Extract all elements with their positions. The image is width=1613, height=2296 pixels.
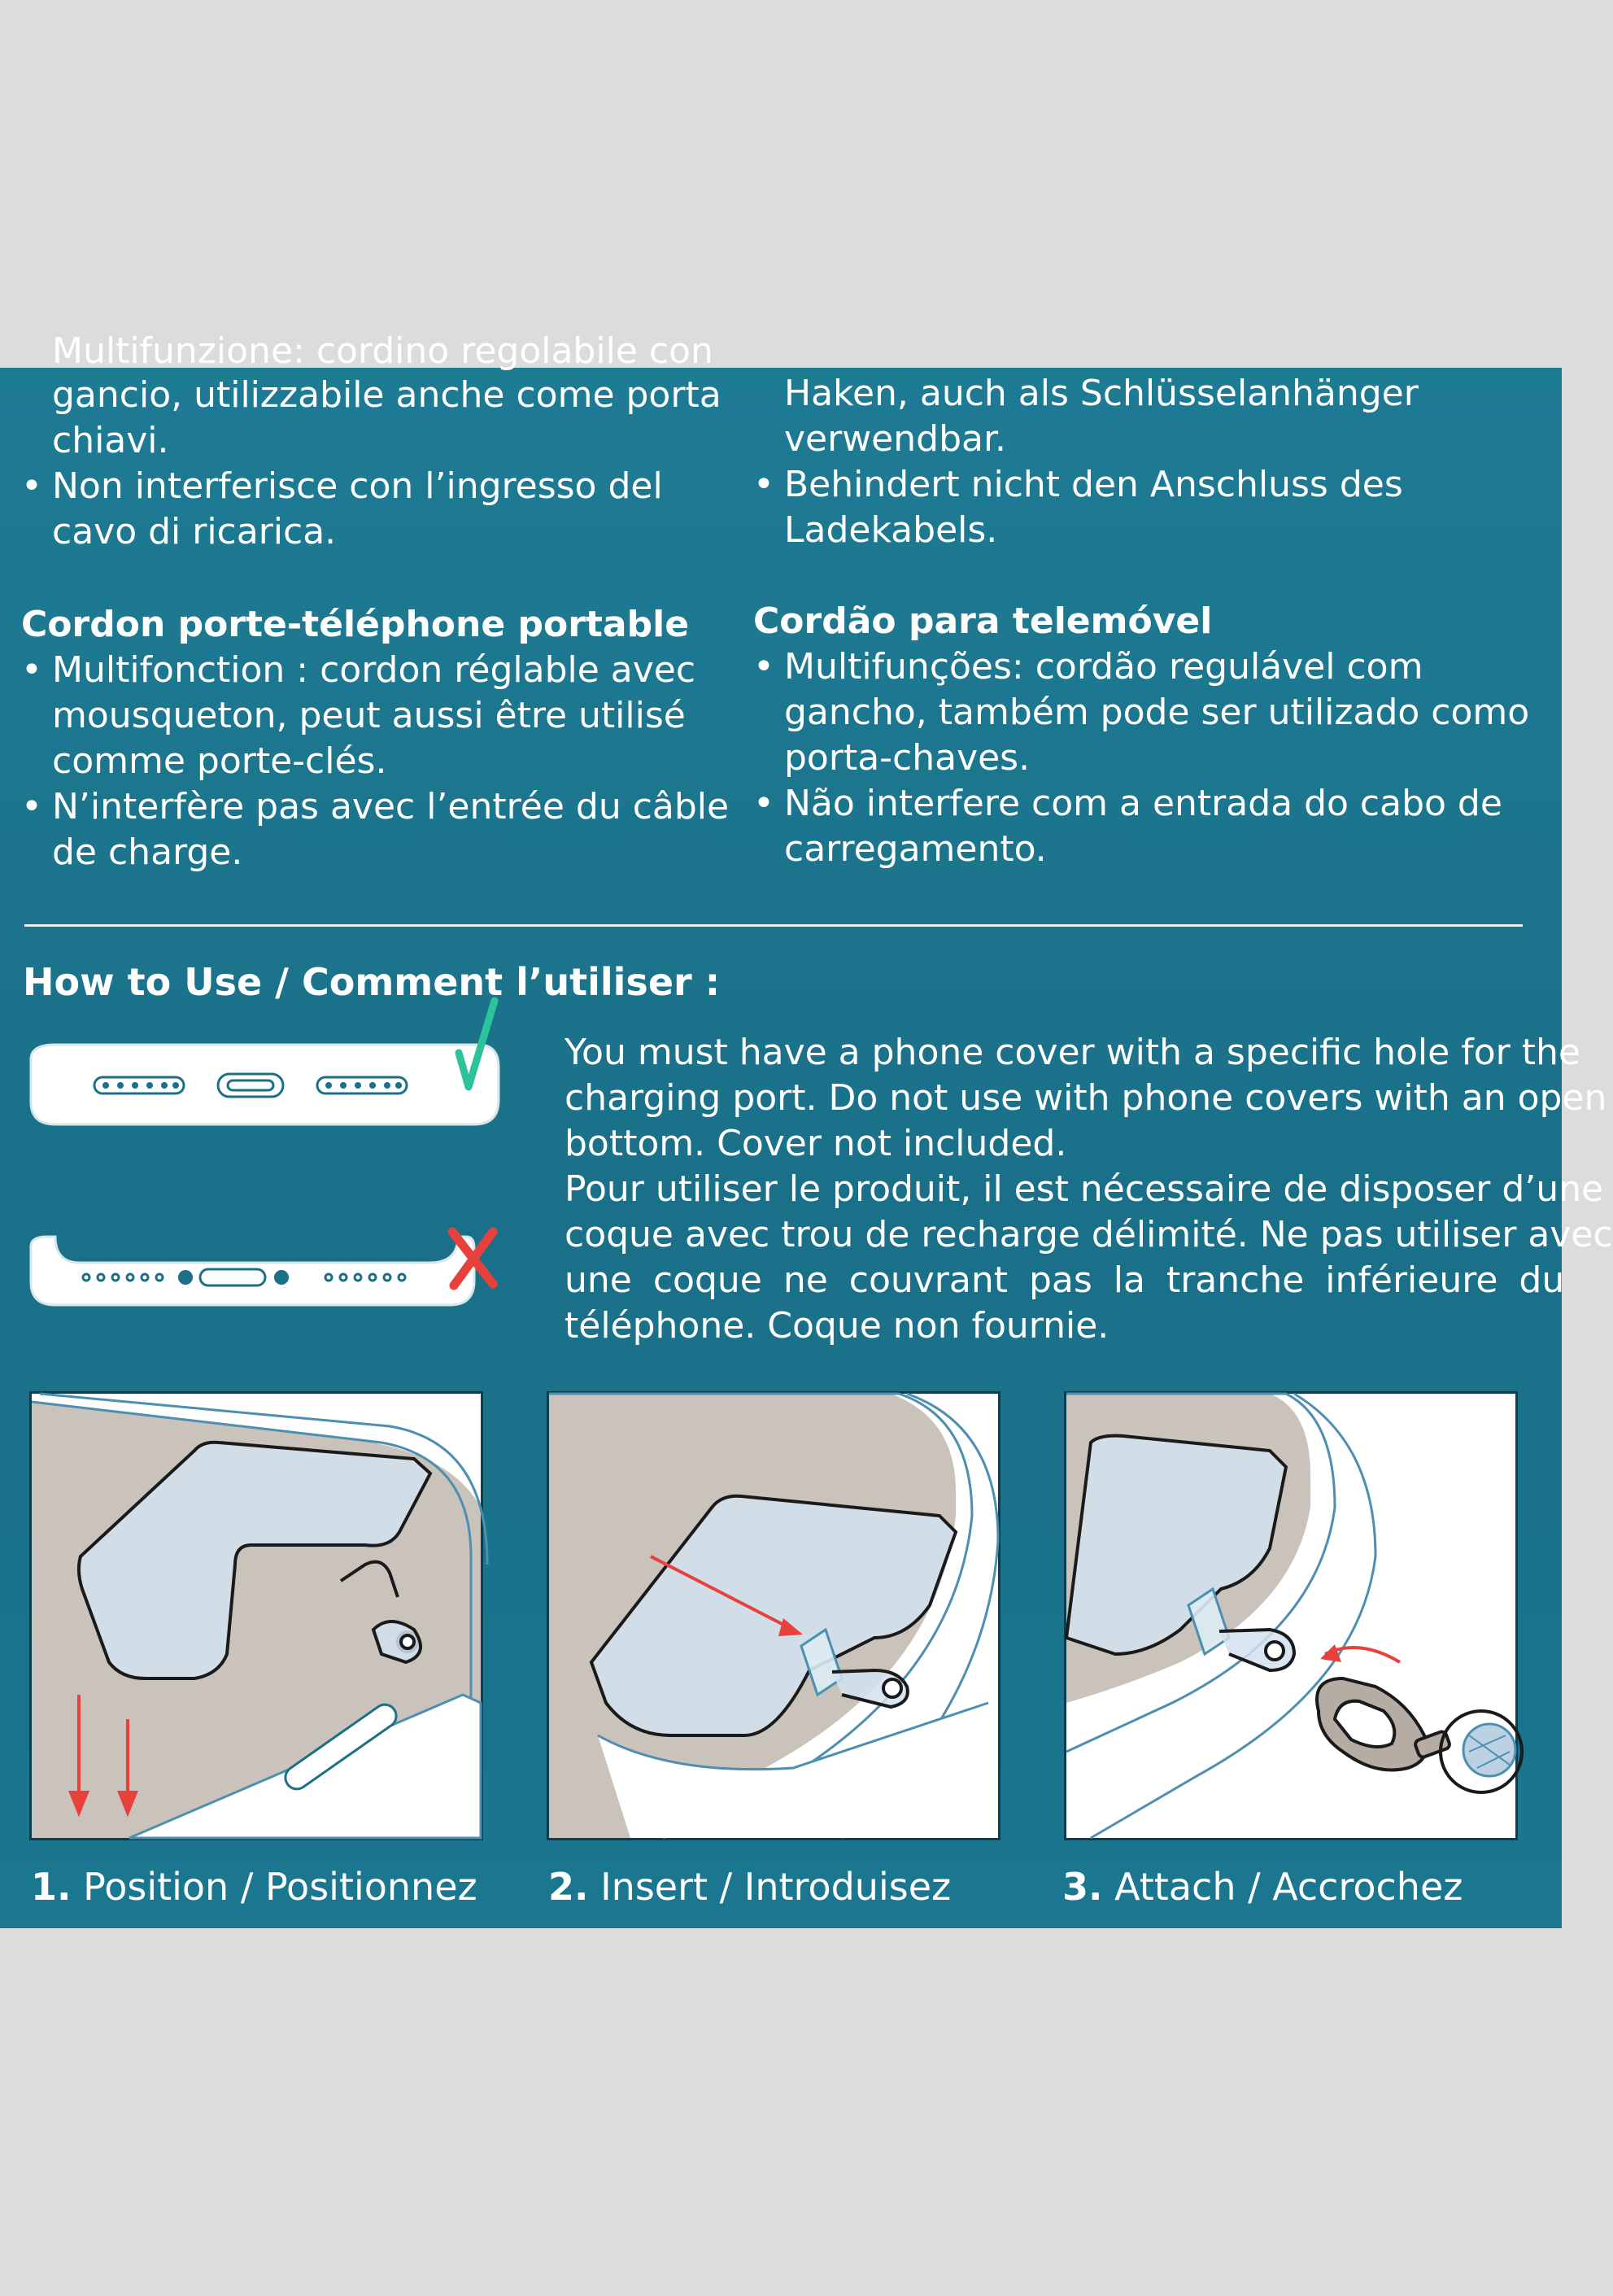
section-divider [24, 924, 1523, 927]
french-bullet-2-line-2: de charge. [52, 832, 243, 873]
french-bullet-1-line-3: comme porte-clés. [52, 740, 387, 782]
instruction-panel [0, 330, 1613, 1928]
french-section [21, 602, 729, 875]
french-bullet-2-line-1: • N’interfère pas avec l’entrée du câble [52, 784, 729, 830]
german-text [784, 371, 1419, 553]
italian-line-2: chiavi. [52, 420, 169, 461]
portuguese-bullet-1-line-2: gancho, também pode ser utilizado como [784, 692, 1530, 733]
german-line-2: verwendbar. [784, 418, 1007, 460]
step-3-number: 3. [1062, 1865, 1103, 1909]
portuguese-bullet-1-line-3: porta-chaves. [784, 737, 1031, 779]
check-icon [452, 996, 501, 1093]
step-1-text: Position / Positionnez [83, 1865, 477, 1909]
step-1-number: 1. [31, 1865, 72, 1909]
portuguese-bullet-1-line-1: • Multifunções: cordão regulável com [784, 644, 1529, 690]
french-title: Cordon porte-téléphone portable [21, 604, 690, 645]
step-1-illustration [29, 1391, 483, 1840]
instructions-en-line-3: bottom. Cover not included. [565, 1123, 1067, 1164]
howto-instructions [565, 1030, 1613, 1349]
italian-bullet-2-line-2: cavo di ricarica. [52, 511, 337, 552]
step-2-illustration [547, 1391, 1000, 1840]
instructions-en-line-1: You must have a phone cover with a specific hole for the [565, 1032, 1580, 1073]
step-2-label [548, 1865, 951, 1909]
german-line-1: Haken, auch als Schlüsselanhänger [784, 373, 1419, 414]
italian-partial-line: Multifunzione: cordino regolabile con [52, 330, 713, 372]
step-1-label [31, 1865, 477, 1909]
portuguese-title: Cordão para telemóvel [753, 600, 1213, 642]
german-bullet-2-line-2: Ladekabels. [784, 509, 998, 551]
portuguese-section [753, 599, 1529, 872]
wrong-cover-illustration [23, 1230, 478, 1312]
step-1-drawing [32, 1394, 481, 1838]
instructions-fr-line-4: téléphone. Coque non fournie. [565, 1305, 1109, 1347]
instructions-fr-line-1: Pour utiliser le produit, il est nécessaire de disposer d’une [565, 1168, 1604, 1210]
correct-cover-illustration [23, 1035, 511, 1133]
french-bullet-1-line-2: mousqueton, peut aussi être utilisé [52, 695, 686, 736]
italian-text [52, 330, 721, 555]
italian-line-1: gancio, utilizzabile anche come porta [52, 374, 721, 416]
french-bullet-1-line-1: • Multifonction : cordon réglable avec [52, 648, 729, 693]
step-2-text: Insert / Introduisez [600, 1865, 952, 1909]
italian-bullet-2-line-1: • Non interferisce con l’ingresso del [52, 464, 721, 509]
german-bullet-2-line-1: • Behindert nicht den Anschluss des [784, 462, 1419, 508]
portuguese-bullet-2-line-1: • Não interfere com a entrada do cabo de [784, 781, 1529, 827]
step-2-number: 2. [548, 1865, 589, 1909]
portuguese-bullet-2-line-2: carregamento. [784, 828, 1047, 870]
step-3-drawing [1066, 1394, 1515, 1838]
step-3-text: Attach / Accrochez [1114, 1865, 1463, 1909]
step-3-label [1062, 1865, 1463, 1909]
instructions-fr-line-3: une coque ne couvrant pas la tranche inférieure du [565, 1259, 1565, 1301]
step-2-drawing [549, 1394, 998, 1838]
howto-title: How to Use / Comment l’utiliser : [23, 960, 721, 1004]
instructions-fr-line-2: coque avec trou de recharge délimité. Ne pas utiliser avec [565, 1214, 1613, 1255]
step-3-illustration [1064, 1391, 1518, 1840]
cross-icon [446, 1225, 501, 1290]
instructions-en-line-2: charging port. Do not use with phone covers with an open [565, 1077, 1607, 1119]
